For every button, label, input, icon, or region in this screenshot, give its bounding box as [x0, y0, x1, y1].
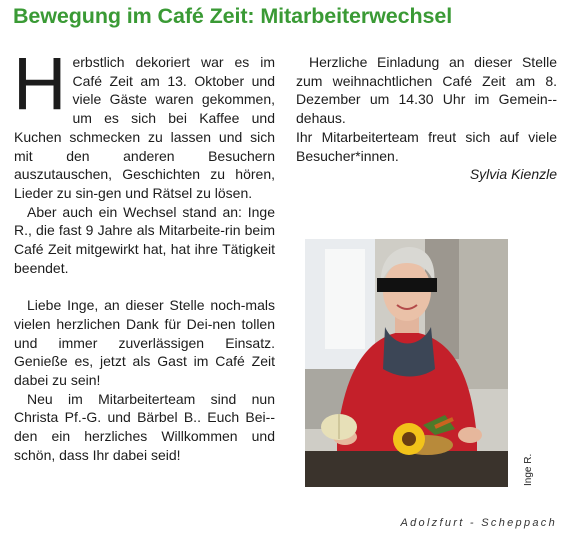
drop-cap: H: [13, 42, 67, 125]
paragraph-thanks: Liebe Inge, an dieser Stelle noch-mals vielen herzlichen Dank für Dei-nen tollen und immer zuverlässigen Einsatz. Genieße es, jetzt als Gast im Café Zeit dabei zu sein!: [14, 297, 275, 388]
portrait-photo: [305, 239, 508, 487]
column-left: [13, 42, 275, 464]
author-signature: Sylvia Kienzle: [469, 166, 557, 183]
paragraph-new-members: [14, 390, 275, 465]
paragraph-invitation: Herzliche Einladung an dieser Stelle zum weihnachtlichen Café Zeit am 8. Dezember um 14.30 Uhr im Gemein-dehaus.: [296, 54, 557, 127]
lead-paragraph: [13, 42, 275, 203]
photo-credit: Inge R.: [523, 453, 534, 486]
new-members-text: Neu im Mitarbeiterteam sind nun Christa Pf.-G. und Bärbel B.. Euch Bei-den ein herzliches Willkommen und schön, dass Ihr dabei seid!: [14, 390, 275, 463]
footer-section-name: Adolzfurt - Scheppach: [400, 517, 557, 529]
article-title: Bewegung im Café Zeit: Mitarbeiterwechsel: [13, 4, 453, 28]
column-right: [296, 53, 557, 184]
paragraph-farewell: Aber auch ein Wechsel stand an: Inge R., die fast 9 Jahre als Mitarbeite-rin beim Café Zeit mitgewirkt hat, hat ihre Tätigkeit beendet.: [14, 203, 275, 276]
paragraph-team: Ihr Mitarbeiterteam freut sich auf viele Besucher*innen.: [296, 128, 557, 164]
lead-text: erbstlich dekoriert war es im Café Zeit am 13. Oktober und viele Gäste waren gekommen, um es sich bei Kaffee und Kuchen schmecken zu lassen und sich mit den anderen Besuchern auszutauschen, Geschichten zu hören, Lieder zu sin-gen und Rätsel zu lösen.: [14, 54, 275, 201]
